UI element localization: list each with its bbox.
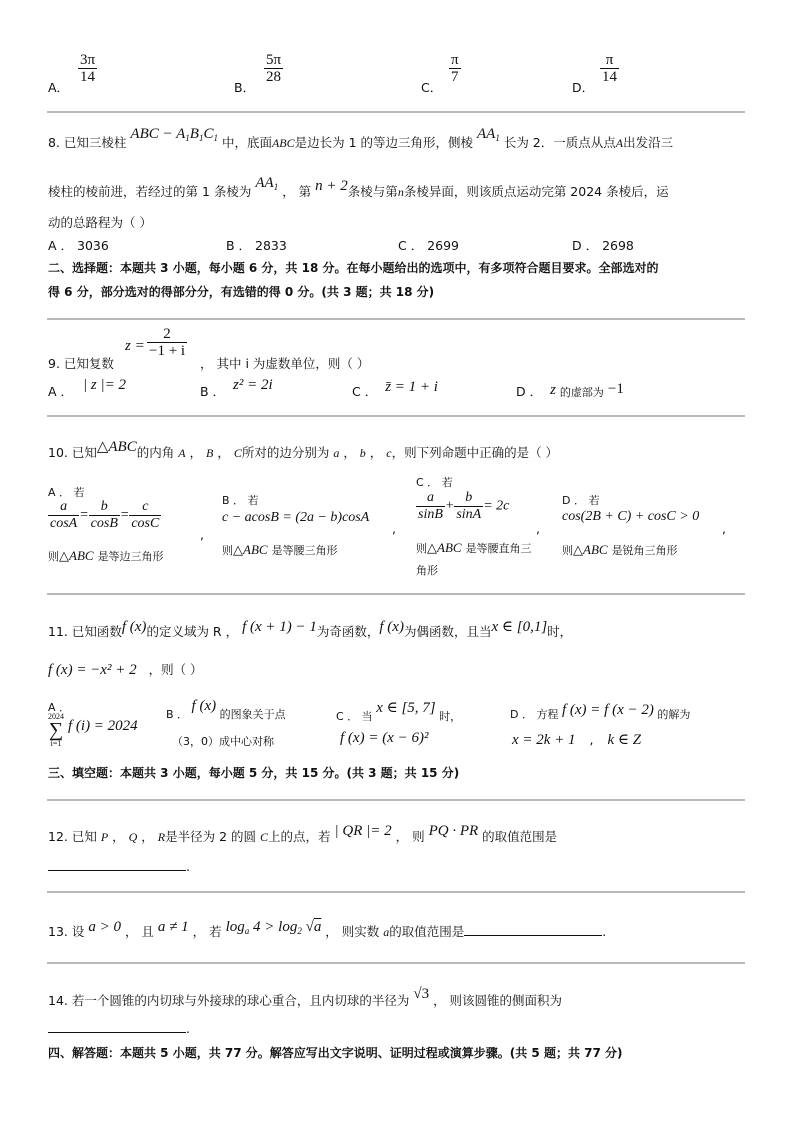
text: 的内角 — [136, 445, 175, 460]
text: 则 — [416, 542, 427, 555]
fraction — [78, 52, 97, 85]
q14-answer-blank[interactable]: . — [48, 1018, 190, 1036]
text: 是等腰三角形 — [271, 544, 338, 557]
question-10: 10. 已知△ABC的内角 A ， B ， C所对的边分别为 a ， b ， c，则下列命题中正确的是（ ） — [48, 439, 559, 460]
q10-option-b-label: B ． 若 — [222, 494, 259, 507]
numerator: π — [600, 52, 619, 69]
point-q: Q — [128, 830, 138, 844]
log-inequality: $\log_a 4 > \log_2 √a$ — [225, 919, 322, 936]
text: 条棱与第 — [347, 184, 398, 199]
text: 已知三棱柱 — [63, 135, 127, 150]
fraction: $\frac{b}{\cos B}$ — [90, 499, 118, 531]
section-2-heading-cont: 得 6 分，部分选对的得部分分，有选错的得 0 分。(共 3 题；共 18 分) — [48, 285, 435, 299]
text: 的解为 — [657, 708, 691, 721]
fraction — [600, 52, 619, 85]
text: ， 若 — [192, 924, 222, 939]
numerator: 5π — [266, 52, 282, 68]
text: 棱柱的棱前进，若经过的第 1 条棱为 — [48, 184, 252, 199]
question-text: 14. 若一个圆锥的内切球与外接球的球心重合，且内切球的半径为 — [48, 993, 410, 1008]
q10-option-a-result — [48, 548, 164, 564]
question-8-line2 — [48, 175, 669, 201]
text: 长为 2．一质点从点 — [503, 135, 616, 150]
fx: f (x) — [121, 619, 147, 635]
q11-option-a-label: A ． — [48, 701, 71, 714]
option-label: C ． — [352, 384, 378, 399]
comma: , — [200, 527, 204, 542]
q11-option-d — [510, 702, 691, 723]
text: 则 — [48, 550, 59, 563]
q10-option-a-label: A ． 若 — [48, 486, 85, 499]
section-4-heading: 四、解答题：本题共 5 小题，共 77 分。解答应写出文字说明、证明过程或演算步骤。(共 5 题；共 77 分) — [48, 1046, 623, 1060]
q9-option-c — [352, 379, 438, 401]
base-name: ABC — [271, 136, 295, 150]
option-b-formula: z² = 2i — [233, 377, 273, 393]
text: 是等边三角形 — [97, 550, 164, 563]
value: −1 — [607, 381, 624, 397]
text: 为奇函数， — [316, 624, 380, 639]
circle-c: C — [260, 830, 269, 844]
option-label: B ． — [166, 708, 189, 721]
q10-option-c-label: C ． 若 — [416, 476, 453, 489]
q10-option-b-result — [222, 542, 338, 558]
point-p: P — [100, 830, 109, 844]
option-label: A ． — [48, 384, 74, 399]
comma: , — [392, 521, 396, 536]
section-2-heading: 二、选择题：本题共 3 小题，每小题 6 分，共 18 分。在每小题给出的选项中，有多项符合题目要求。全部选对的 — [48, 261, 659, 275]
fraction: $\frac{c}{\cos C}$ — [131, 499, 160, 531]
text: 为偶函数，且当 — [403, 624, 492, 639]
angle-b: B — [206, 446, 214, 460]
interval: x ∈ [5, 7] — [376, 700, 436, 716]
question-12: 12. 已知 P ， Q ， R是半径为 2 的圆 C上的点，若 | QR |= 2 ， 则 PQ · PR 的取值范围是 — [48, 823, 558, 844]
text: 的虚部为 — [559, 386, 604, 399]
section-3-heading: 三、填空题：本题共 3 小题，每小题 5 分，共 15 分。(共 3 题；共 15 分) — [48, 766, 460, 780]
interval: x ∈ [0,1] — [491, 619, 548, 635]
side-a: a — [333, 446, 340, 460]
fraction — [147, 326, 187, 359]
fraction — [264, 52, 283, 85]
blank-line[interactable] — [48, 856, 186, 871]
numerator: 3π — [80, 52, 96, 68]
q10-option-a-formula: $\frac{a}{\cos A}$ = $\frac{b}{\cos B}$ = $\frac{c}{\cos C}$ — [50, 499, 160, 531]
numerator: 2 — [147, 326, 187, 343]
question-9-tail: ， 其中 i 为虚数单位，则（ ） — [200, 356, 370, 371]
q10-option-c-formula: $\frac{a}{\sin B}$ + $\frac{b}{\sin A}$ = 2c — [418, 490, 510, 522]
z-equals: z = — [125, 338, 145, 354]
q11-option-b — [166, 698, 286, 723]
dot-product: PQ · PR — [428, 823, 479, 839]
divider — [47, 891, 745, 893]
angle-c: C — [233, 446, 242, 460]
question-11-line2 — [48, 660, 203, 679]
denominator: 28 — [266, 69, 282, 85]
question-9 — [48, 354, 114, 372]
fx-plus-1: f (x + 1) − 1 — [242, 619, 317, 635]
fx: f (x) — [379, 619, 404, 635]
q9-option-b — [200, 377, 273, 401]
q8-option-b: B ． 2833 — [226, 238, 287, 253]
q10-option-c-result — [416, 540, 532, 556]
q11-option-a-formula — [48, 712, 138, 748]
fx-definition: f (x) = −x² + 2 — [48, 662, 137, 678]
solution: x = 2k + 1 — [512, 732, 576, 748]
divider — [47, 318, 745, 320]
q9-option-a — [48, 377, 126, 401]
q11-option-d-solution — [512, 730, 641, 749]
q8-option-d: D ． 2698 — [572, 238, 634, 253]
question-11 — [48, 619, 573, 641]
q10-option-d-result — [562, 542, 678, 558]
triangle: △ABC — [233, 542, 268, 557]
option-label: C ． 当 — [336, 710, 373, 723]
text: 是锐角三角形 — [611, 544, 678, 557]
text: ， 则实数 — [325, 924, 380, 939]
text: 出发沿三 — [623, 135, 674, 150]
question-14 — [48, 986, 563, 1010]
equation: f (x) = f (x − 2) — [561, 702, 654, 718]
fx: f (x) — [191, 698, 217, 714]
summation: 2024 ∑ i=1 — [48, 712, 64, 748]
q12-answer-blank[interactable]: . — [48, 856, 190, 874]
edge-name: $AA_1$ — [255, 175, 279, 192]
q13-answer-blank[interactable] — [464, 923, 602, 936]
triangle: △ABC — [96, 439, 137, 455]
fraction: $\frac{b}{\sin A}$ — [456, 490, 482, 522]
text: 所对的边分别为 — [241, 445, 330, 460]
prism-name: ABC − $A_1B_1C_1$ — [130, 126, 218, 143]
divider — [47, 415, 745, 417]
denominator: −1 + i — [149, 343, 186, 359]
q10-option-d-formula: cos(2B + C) + cosC > 0 — [562, 509, 700, 524]
option-a-formula: | z |= 2 — [83, 377, 126, 393]
triangle: △ABC — [427, 540, 462, 555]
divider — [47, 799, 745, 801]
text: 是等腰直角三 — [465, 542, 532, 555]
question-13: 13. 设 a > 0 ， 且 a ≠ 1 ， 若 $\log_a 4 > \log_2 √a$ ， 则实数 a的取值范围是 . — [48, 919, 607, 939]
text: ，则下列命题中正确的是（ ） — [391, 445, 559, 460]
option-c-formula: z̄ = 1 + i — [385, 379, 438, 395]
condition-1: a > 0 — [88, 919, 121, 935]
divider — [47, 111, 745, 113]
rhs: = 2c — [483, 498, 510, 514]
denominator: 7 — [451, 69, 459, 85]
text: ， 第 — [282, 184, 312, 199]
edge-text: AA — [477, 126, 496, 142]
prism-text: ABC − A — [130, 126, 186, 142]
text: 的取值范围是 — [482, 829, 558, 844]
point-r: R — [157, 830, 166, 844]
point-a: A — [615, 136, 624, 150]
condition-2: a ≠ 1 — [157, 919, 189, 935]
comma: , — [722, 521, 726, 536]
text: 时， — [547, 624, 573, 639]
divider — [47, 593, 745, 595]
question-number: 8. — [48, 135, 60, 150]
numerator: π — [451, 52, 459, 68]
text: 则 — [562, 544, 573, 557]
z: z — [550, 382, 556, 398]
condition: | QR |= 2 — [334, 823, 392, 839]
edge-name: $AA_1$ — [477, 126, 500, 143]
q8-option-a: A ． 3036 — [48, 238, 109, 253]
q11-option-c-formula: f (x) = (x − 6)² — [340, 730, 429, 746]
edge-text: AA — [255, 175, 274, 191]
q10-option-c-result-cont: 角形 — [416, 564, 438, 577]
text: ，则（ ） — [148, 662, 203, 677]
triangle: △ABC — [59, 548, 94, 563]
text: 则 — [222, 544, 233, 557]
angle-a: A — [178, 446, 186, 460]
text: 的取值范围是 — [389, 924, 465, 939]
text: 时， — [439, 710, 462, 723]
q11-option-c — [336, 700, 462, 725]
question-lead: 11. 已知函数 — [48, 624, 122, 639]
question-8-line3: 动的总路程为（ ） — [48, 215, 152, 230]
q8-option-c: C ． 2699 — [398, 238, 459, 253]
k-integer: k ∈ Z — [607, 732, 642, 748]
sum-equation: f (i) = 2024 — [67, 717, 138, 734]
text: 的定义域为 R ， — [146, 624, 239, 639]
option-label: D ． — [516, 384, 543, 399]
comma: , — [589, 732, 594, 747]
question-lead: 13. 设 — [48, 924, 85, 939]
text: ， 且 — [124, 924, 154, 939]
text: ， 则 — [395, 829, 425, 844]
option-label: A． — [48, 80, 70, 95]
side-c: c — [386, 446, 392, 460]
option-label: B ． — [200, 384, 226, 399]
text: 是半径为 2 的圆 — [165, 829, 257, 844]
variable-a: a — [383, 925, 390, 939]
question-lead: 10. 已知 — [48, 445, 97, 460]
q10-option-d-label: D ． 若 — [562, 494, 600, 507]
triangle: △ABC — [573, 542, 608, 557]
q10-option-b-formula: c − acosB = (2a − b)cosA — [222, 510, 370, 525]
option-label: D ． 方程 — [510, 708, 559, 721]
text: 上的点，若 — [268, 829, 331, 844]
option-label: D． — [572, 80, 595, 95]
option-label: B． — [234, 80, 256, 95]
blank-line[interactable] — [48, 1018, 186, 1033]
n-plus-2: n + 2 — [315, 178, 348, 194]
option-label: C． — [421, 80, 443, 95]
question-lead: 9. 已知复数 — [48, 356, 114, 371]
text: 条棱异面，则该质点运动完第 2024 条棱后，运 — [403, 184, 669, 199]
fraction: $\frac{a}{\cos A}$ — [50, 499, 78, 531]
radius-value: √3 — [413, 986, 430, 1002]
denominator: 14 — [602, 69, 617, 85]
text: ， 则该圆锥的侧面积为 — [433, 993, 563, 1008]
text: 中，底面 — [221, 135, 272, 150]
fraction: $\frac{a}{\sin B}$ — [418, 490, 443, 522]
n: n — [397, 185, 404, 199]
divider — [47, 962, 745, 964]
question-8-line1 — [48, 126, 674, 163]
denominator: 14 — [80, 69, 96, 85]
question-lead: 12. 已知 — [48, 829, 97, 844]
q9-option-d — [516, 382, 624, 401]
side-b: b — [359, 446, 366, 460]
comma: , — [536, 521, 540, 536]
text: 是边长为 1 的等边三角形，侧棱 — [294, 135, 474, 150]
fraction — [449, 52, 461, 85]
q11-option-b-cont: （3，0）成中心对称 — [172, 735, 274, 748]
text: 的图象关于点 — [219, 708, 286, 721]
